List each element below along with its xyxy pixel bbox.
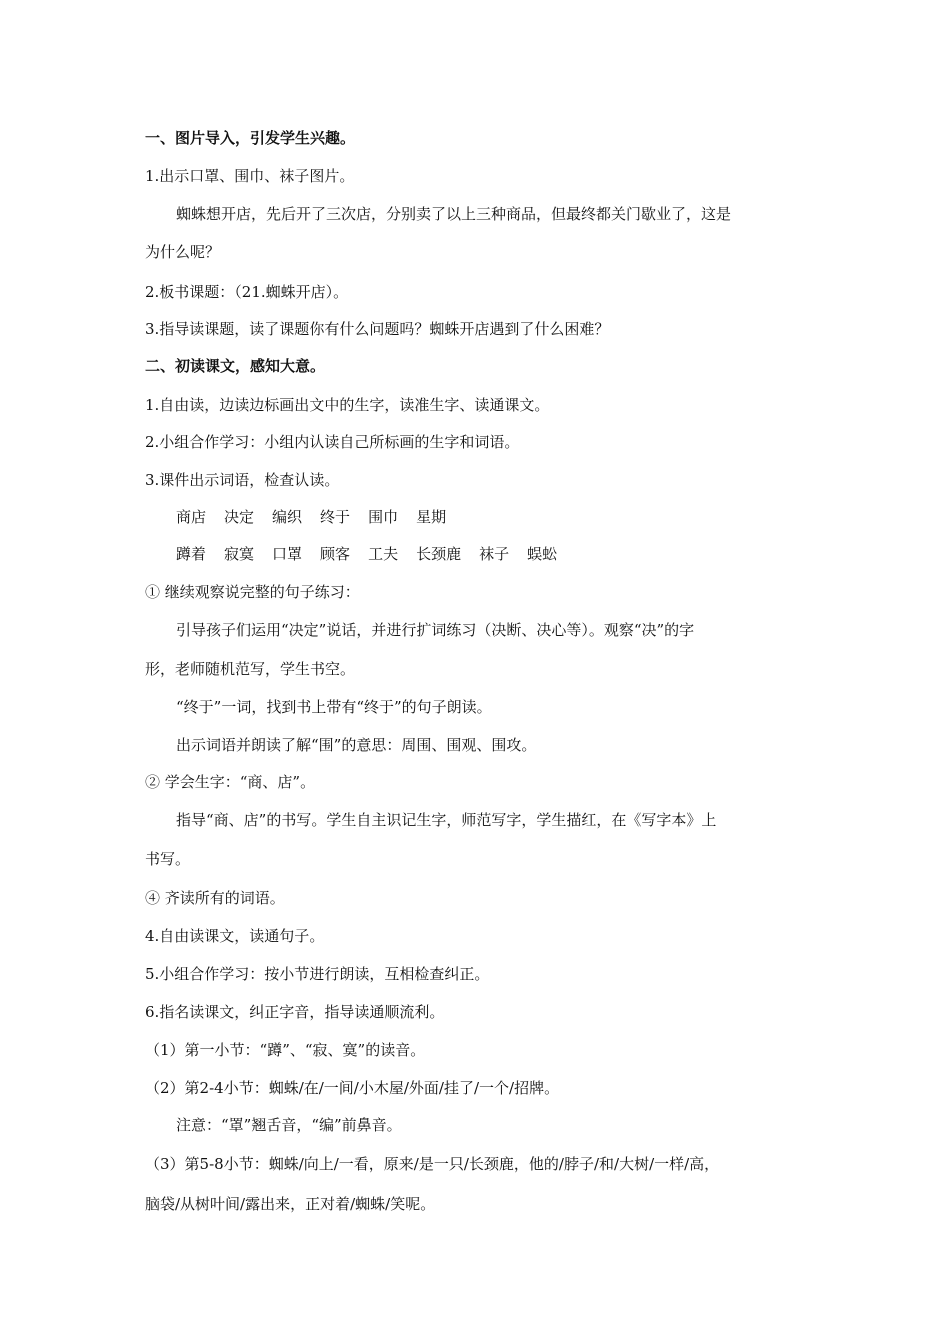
s2-item6: 6.指名读课文，纠正字音，指导读通顺流利。 (145, 1003, 445, 1021)
step1-paragraph3: 出示词语并朗读了解“围”的意思：周围、围观、围攻。 (176, 736, 537, 754)
step2: ② 学会生字：“商、店”。 (145, 773, 316, 791)
s2-item4: 4.自由读课文，读通句子。 (145, 927, 325, 945)
s2-item5: 5.小组合作学习：按小节进行朗读，互相检查纠正。 (145, 965, 490, 983)
s2-item3: 3.课件出示词语，检查认读。 (145, 471, 340, 489)
step4: ④ 齐读所有的词语。 (145, 889, 285, 907)
word: 围巾 (368, 508, 399, 526)
s1-item2: 2.板书课题：（21.蜘蛛开店）。 (145, 283, 349, 301)
sub-item2-note: 注意：“罩”翘舌音，“编”前鼻音。 (176, 1116, 402, 1134)
s2-item2: 2.小组合作学习：小组内认读自己所标画的生字和词语。 (145, 433, 520, 451)
word: 蹲着 (176, 545, 207, 563)
sub-item3-line2: 脑袋/从树叶间/露出来，正对着/蜘蛛/笑呢。 (145, 1195, 436, 1213)
step2-paragraph-line2: 书写。 (145, 850, 191, 868)
word: 口罩 (272, 545, 303, 563)
word: 星期 (416, 508, 447, 526)
word: 工夫 (368, 545, 399, 563)
s2-item1: 1.自由读，边读边标画出文中的生字，读准生字、读通课文。 (145, 396, 550, 414)
s1-paragraph1-line2: 为什么呢？ (145, 243, 221, 261)
word: 袜子 (479, 545, 510, 563)
s1-item1: 1.出示口罩、围巾、袜子图片。 (145, 167, 355, 185)
step1-paragraph2: “终于”一词，找到书上带有“终于”的句子朗读。 (176, 698, 492, 716)
word-list-row2 (176, 544, 575, 564)
step1-paragraph-line2: 形，老师随机范写，学生书空。 (145, 660, 356, 678)
word: 长颈鹿 (416, 545, 462, 563)
sub-item3-line1: （3）第5-8小节：蜘蛛/向上/一看，原来/是一只/长颈鹿，他的/脖子/和/大树/一样/高， (145, 1155, 720, 1173)
section1-heading: 一、图片导入，引发学生兴趣。 (145, 129, 356, 147)
sub-item2: （2）第2-4小节：蜘蛛/在/一间/小木屋/外面/挂了/一个/招牌。 (145, 1079, 560, 1097)
word: 寂寞 (224, 545, 255, 563)
step1: ① 继续观察说完整的句子练习： (145, 583, 360, 601)
word: 蜈蚣 (527, 545, 558, 563)
word: 编织 (272, 508, 303, 526)
word: 决定 (224, 508, 255, 526)
word-list-row1 (176, 507, 464, 527)
word: 商店 (176, 508, 207, 526)
s1-paragraph1-line1: 蜘蛛想开店，先后开了三次店，分别卖了以上三种商品，但最终都关门歇业了，这是 (176, 205, 732, 223)
step1-paragraph-line1: 引导孩子们运用“决定”说话，并进行扩词练习（决断、决心等）。观察“决”的字 (176, 621, 695, 639)
sub-item1: （1）第一小节：“蹲”、“寂、寞”的读音。 (145, 1041, 426, 1059)
word: 终于 (320, 508, 351, 526)
section2-heading: 二、初读课文，感知大意。 (145, 357, 326, 375)
word: 顾客 (320, 545, 351, 563)
step2-paragraph-line1: 指导“商、店”的书写。学生自主识记生字，师范写字，学生描红，在《写字本》上 (176, 811, 717, 829)
s1-item3: 3.指导读课题，读了课题你有什么问题吗？蜘蛛开店遇到了什么困难？ (145, 320, 610, 338)
